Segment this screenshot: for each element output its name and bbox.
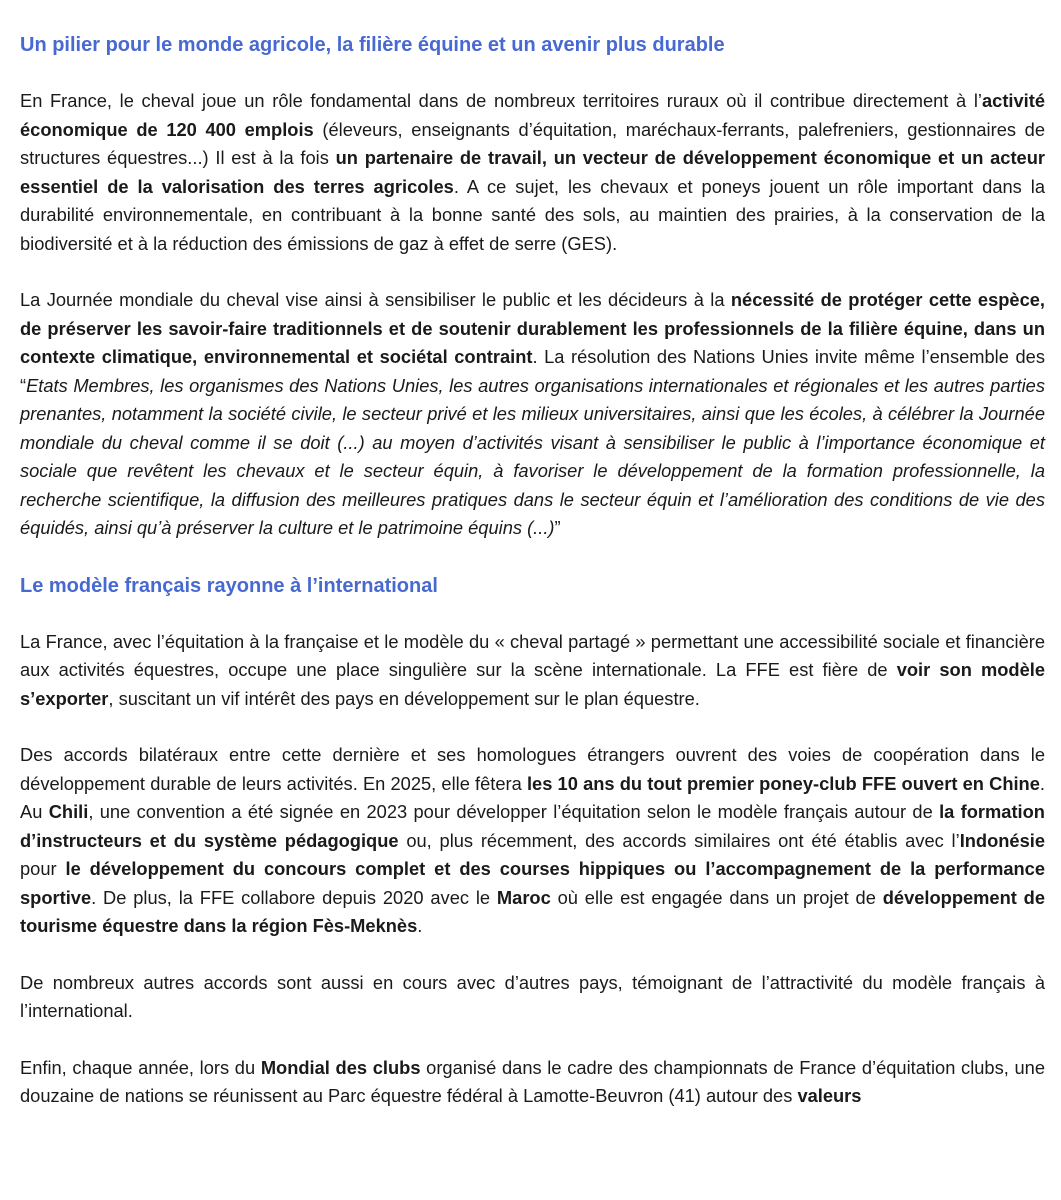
text-run: La Journée mondiale du cheval vise ainsi à sensibiliser le public et les décideurs à la bbox=[20, 289, 731, 310]
text-run: . La résolution des Nations Unies invite même l’ensemble des “ bbox=[20, 346, 1045, 396]
paragraph-french-model bbox=[20, 628, 1045, 714]
bold-text-run: valeurs bbox=[797, 1085, 862, 1106]
bold-text-run: activité économique de 120 400 emplois bbox=[20, 90, 1045, 140]
paragraph-mondial-des-clubs bbox=[20, 1054, 1045, 1111]
text-run: ” bbox=[554, 517, 561, 538]
bold-text-run: développement de tourisme équestre dans la région Fès-Meknès bbox=[20, 886, 1046, 936]
text-run: . bbox=[417, 915, 423, 936]
paragraph-other-agreements bbox=[20, 969, 1045, 1026]
text-run: , une convention a été signée en 2023 pour développer l’équitation selon le modèle français autour de bbox=[88, 801, 940, 822]
text-run: , suscitant un vif intérêt des pays en développement sur le plan équestre. bbox=[108, 687, 700, 709]
text-run: (éleveurs, enseignants d’équitation, maréchaux-ferrants, palefreniers, gestionnaires de structures équestres...) Il est à la fois bbox=[20, 118, 1046, 168]
text-run: Enfin, chaque année, lors du bbox=[20, 1056, 261, 1078]
paragraph-world-horse-day bbox=[20, 286, 1045, 543]
text-run: De nombreux autres accords sont aussi en cours avec d’autres pays, témoignant de l’attractivité du modèle français à l’international. bbox=[20, 971, 1045, 1021]
text-run: Des accords bilatéraux entre cette dernière et ses homologues étrangers ouvrent des voies de coopération dans le développement durable de leurs activités. En 2025, elle fêtera bbox=[20, 744, 1045, 794]
bold-text-run: la formation d’instructeurs et du système pédagogique bbox=[20, 801, 1045, 851]
bold-text-run: voir son modèle s’exporter bbox=[20, 659, 1045, 709]
text-run: où elle est engagée dans un projet de bbox=[550, 886, 883, 908]
bold-text-run: le développement du concours complet et des courses hippiques ou l’accompagnement de la performance sportive bbox=[20, 858, 1045, 908]
text-run: organisé dans le cadre des championnats de France d’équitation clubs, une douzaine de nations se réunissent au Parc équestre fédéral à Lamotte-Beuvron (41) autour des bbox=[20, 1056, 1045, 1106]
text-run: . A ce sujet, les chevaux et poneys jouent un rôle important dans la durabilité environnementale, en contribuant à la bonne santé des sols, au maintien des prairies, à la conservation de la biodiversité et à la réduction des émissions de gaz à effet de serre (GES). bbox=[20, 175, 1045, 254]
bold-text-run: Mondial des clubs bbox=[260, 1056, 421, 1078]
italic-quote-run: Etats Membres, les organismes des Nations Unies, les autres organisations internationales et régionales et les autres parties prenantes, notamment la société civile, le secteur privé et les milieux universitaires, ainsi que les écoles, à célébrer la Journée mondiale du cheval comme il se doit (...) au moyen d’activités visant à sensibiliser le public à l’importance économique et sociale que revêtent les chevaux et le secteur équin, à favoriser le développement de la formation professionnelle, la recherche scientifique, la diffusion des meilleures pratiques dans le secteur équin et l’amélioration des conditions de vie des équidés, ainsi qu’à préserver la culture et le patrimoine équins (...) bbox=[20, 374, 1045, 538]
bold-text-run: Chili bbox=[48, 801, 89, 822]
text-run: . Au bbox=[20, 772, 1045, 822]
bold-text-run: Maroc bbox=[496, 886, 551, 908]
bold-text-run: un partenaire de travail, un vecteur de développement économique et un acteur essentiel de la valorisation des terres agricoles bbox=[20, 147, 1046, 197]
text-run: ou, plus récemment, des accords similaires ont été établis avec l’ bbox=[398, 829, 960, 851]
bold-text-run: Indonésie bbox=[959, 829, 1046, 851]
section-heading-international: Le modèle français rayonne à l’international bbox=[20, 574, 438, 597]
text-run: En France, le cheval joue un rôle fondamental dans de nombreux territoires ruraux où il contribue directement à l’ bbox=[20, 90, 982, 111]
bold-text-run: nécessité de protéger cette espèce, de préserver les savoir-faire traditionnels et de soutenir durablement les professionnels de la filière équine, dans un contexte climatique, environnemental et sociétal contraint bbox=[20, 289, 1045, 367]
text-run: pour bbox=[20, 858, 66, 879]
text-run: La France, avec l’équitation à la française et le modèle du « cheval partagé » permettant une accessibilité sociale et financière aux activités équestres, occupe une place singulière sur la scène internationale. La FFE est fière de bbox=[20, 630, 1045, 680]
text-run: . De plus, la FFE collabore depuis 2020 avec le bbox=[91, 886, 497, 908]
paragraph-bilateral-agreements bbox=[20, 741, 1045, 941]
paragraph-economic-role bbox=[20, 87, 1045, 258]
bold-text-run: les 10 ans du tout premier poney-club FFE ouvert en Chine bbox=[526, 772, 1040, 794]
section-heading-agriculture: Un pilier pour le monde agricole, la filière équine et un avenir plus durable bbox=[20, 34, 725, 56]
